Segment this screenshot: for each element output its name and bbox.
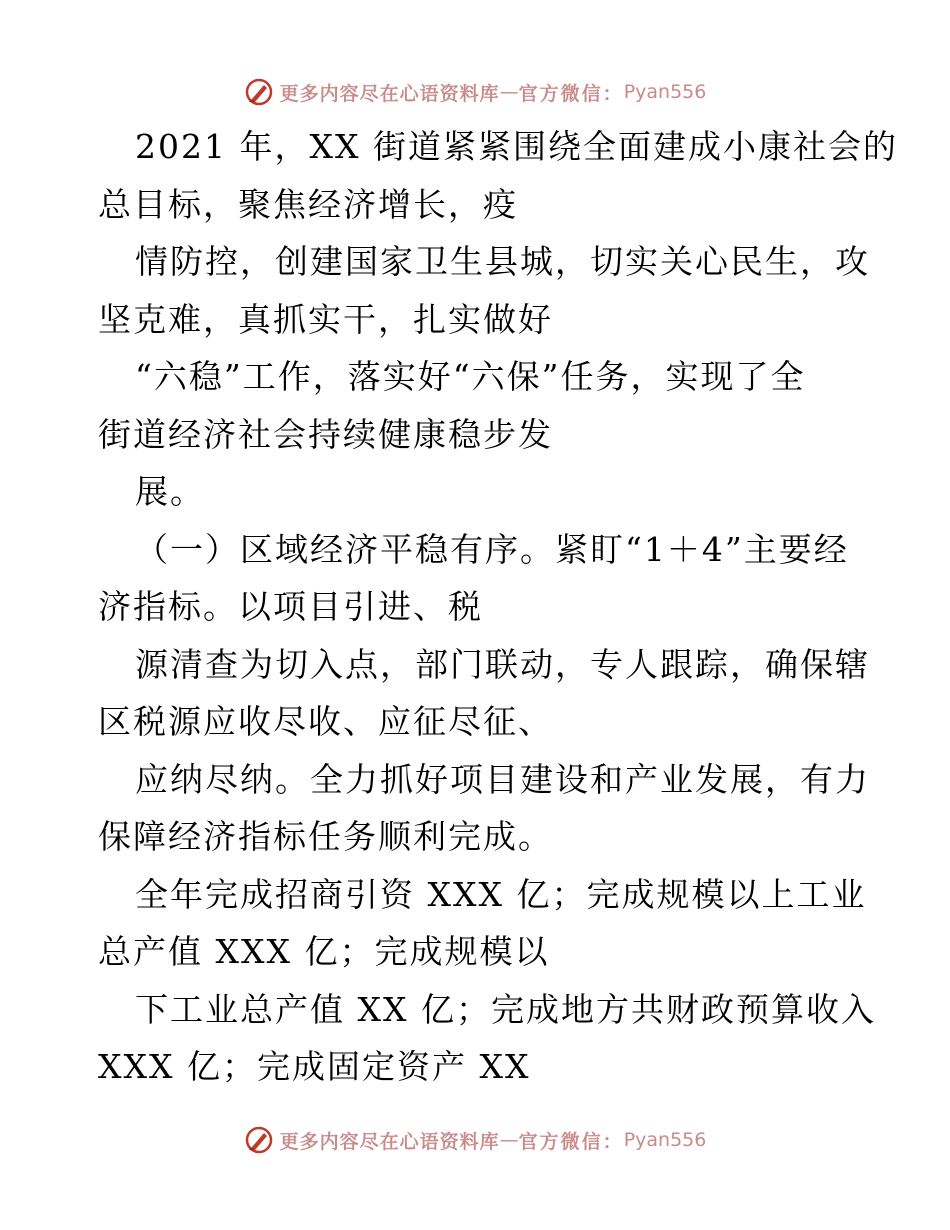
text-line: 情防控，创建国家卫生县城，切实关心民生，攻 bbox=[135, 242, 870, 281]
watermark-dash: — bbox=[499, 1129, 519, 1151]
pen-logo-icon bbox=[244, 77, 274, 107]
watermark-brand: 更多内容尽在心语资料库 bbox=[279, 82, 500, 105]
watermark-wechat-label: 官方微信： bbox=[518, 1130, 624, 1153]
text-line: 街道经济社会持续健康稳步发 bbox=[98, 414, 553, 454]
text-line: 坚克难，真抓实干，扎实做好 bbox=[98, 299, 553, 339]
text-line: 展。 bbox=[135, 472, 205, 511]
document-body bbox=[98, 118, 898, 1096]
watermark-dash: — bbox=[499, 81, 519, 103]
watermark-brand: 更多内容尽在心语资料库 bbox=[279, 1130, 500, 1153]
watermark-wechat-id: Pyan556 bbox=[623, 81, 707, 103]
text-line: 区税源应收尽收、应征尽征、 bbox=[98, 702, 553, 741]
text-line: 济指标。以项目引进、税 bbox=[98, 587, 483, 626]
text-line: 总产值 XXX 亿；完成规模以 bbox=[98, 932, 550, 971]
text-line: XXX 亿；完成固定资产 XX bbox=[98, 1047, 531, 1086]
watermark-wechat-id: Pyan556 bbox=[623, 1129, 707, 1151]
text-line: 下工业总产值 XX 亿；完成地方共财政预算收入 bbox=[135, 989, 876, 1029]
text-line: “六稳”工作，落实好“六保”任务，实现了全 bbox=[135, 357, 806, 396]
watermark-header bbox=[0, 72, 950, 112]
text-line: 2021 年，XX 街道紧紧围绕全面建成小康社会的 bbox=[135, 127, 898, 166]
watermark-footer bbox=[0, 1120, 950, 1160]
watermark-wechat-label: 官方微信： bbox=[518, 82, 624, 105]
text-line: 全年完成招商引资 XXX 亿；完成规模以上工业 bbox=[135, 874, 867, 914]
text-line: （一）区域经济平稳有序。紧盯“1＋4”主要经 bbox=[135, 529, 849, 569]
text-line: 源清查为切入点，部门联动，专人跟踪，确保辖 bbox=[135, 644, 870, 684]
text-line: 保障经济指标任务顺利完成。 bbox=[98, 817, 553, 856]
pen-logo-icon bbox=[244, 1125, 274, 1155]
text-line: 应纳尽纳。全力抓好项目建设和产业发展，有力 bbox=[135, 759, 870, 799]
text-line: 总目标，聚焦经济增长，疫 bbox=[98, 184, 518, 224]
